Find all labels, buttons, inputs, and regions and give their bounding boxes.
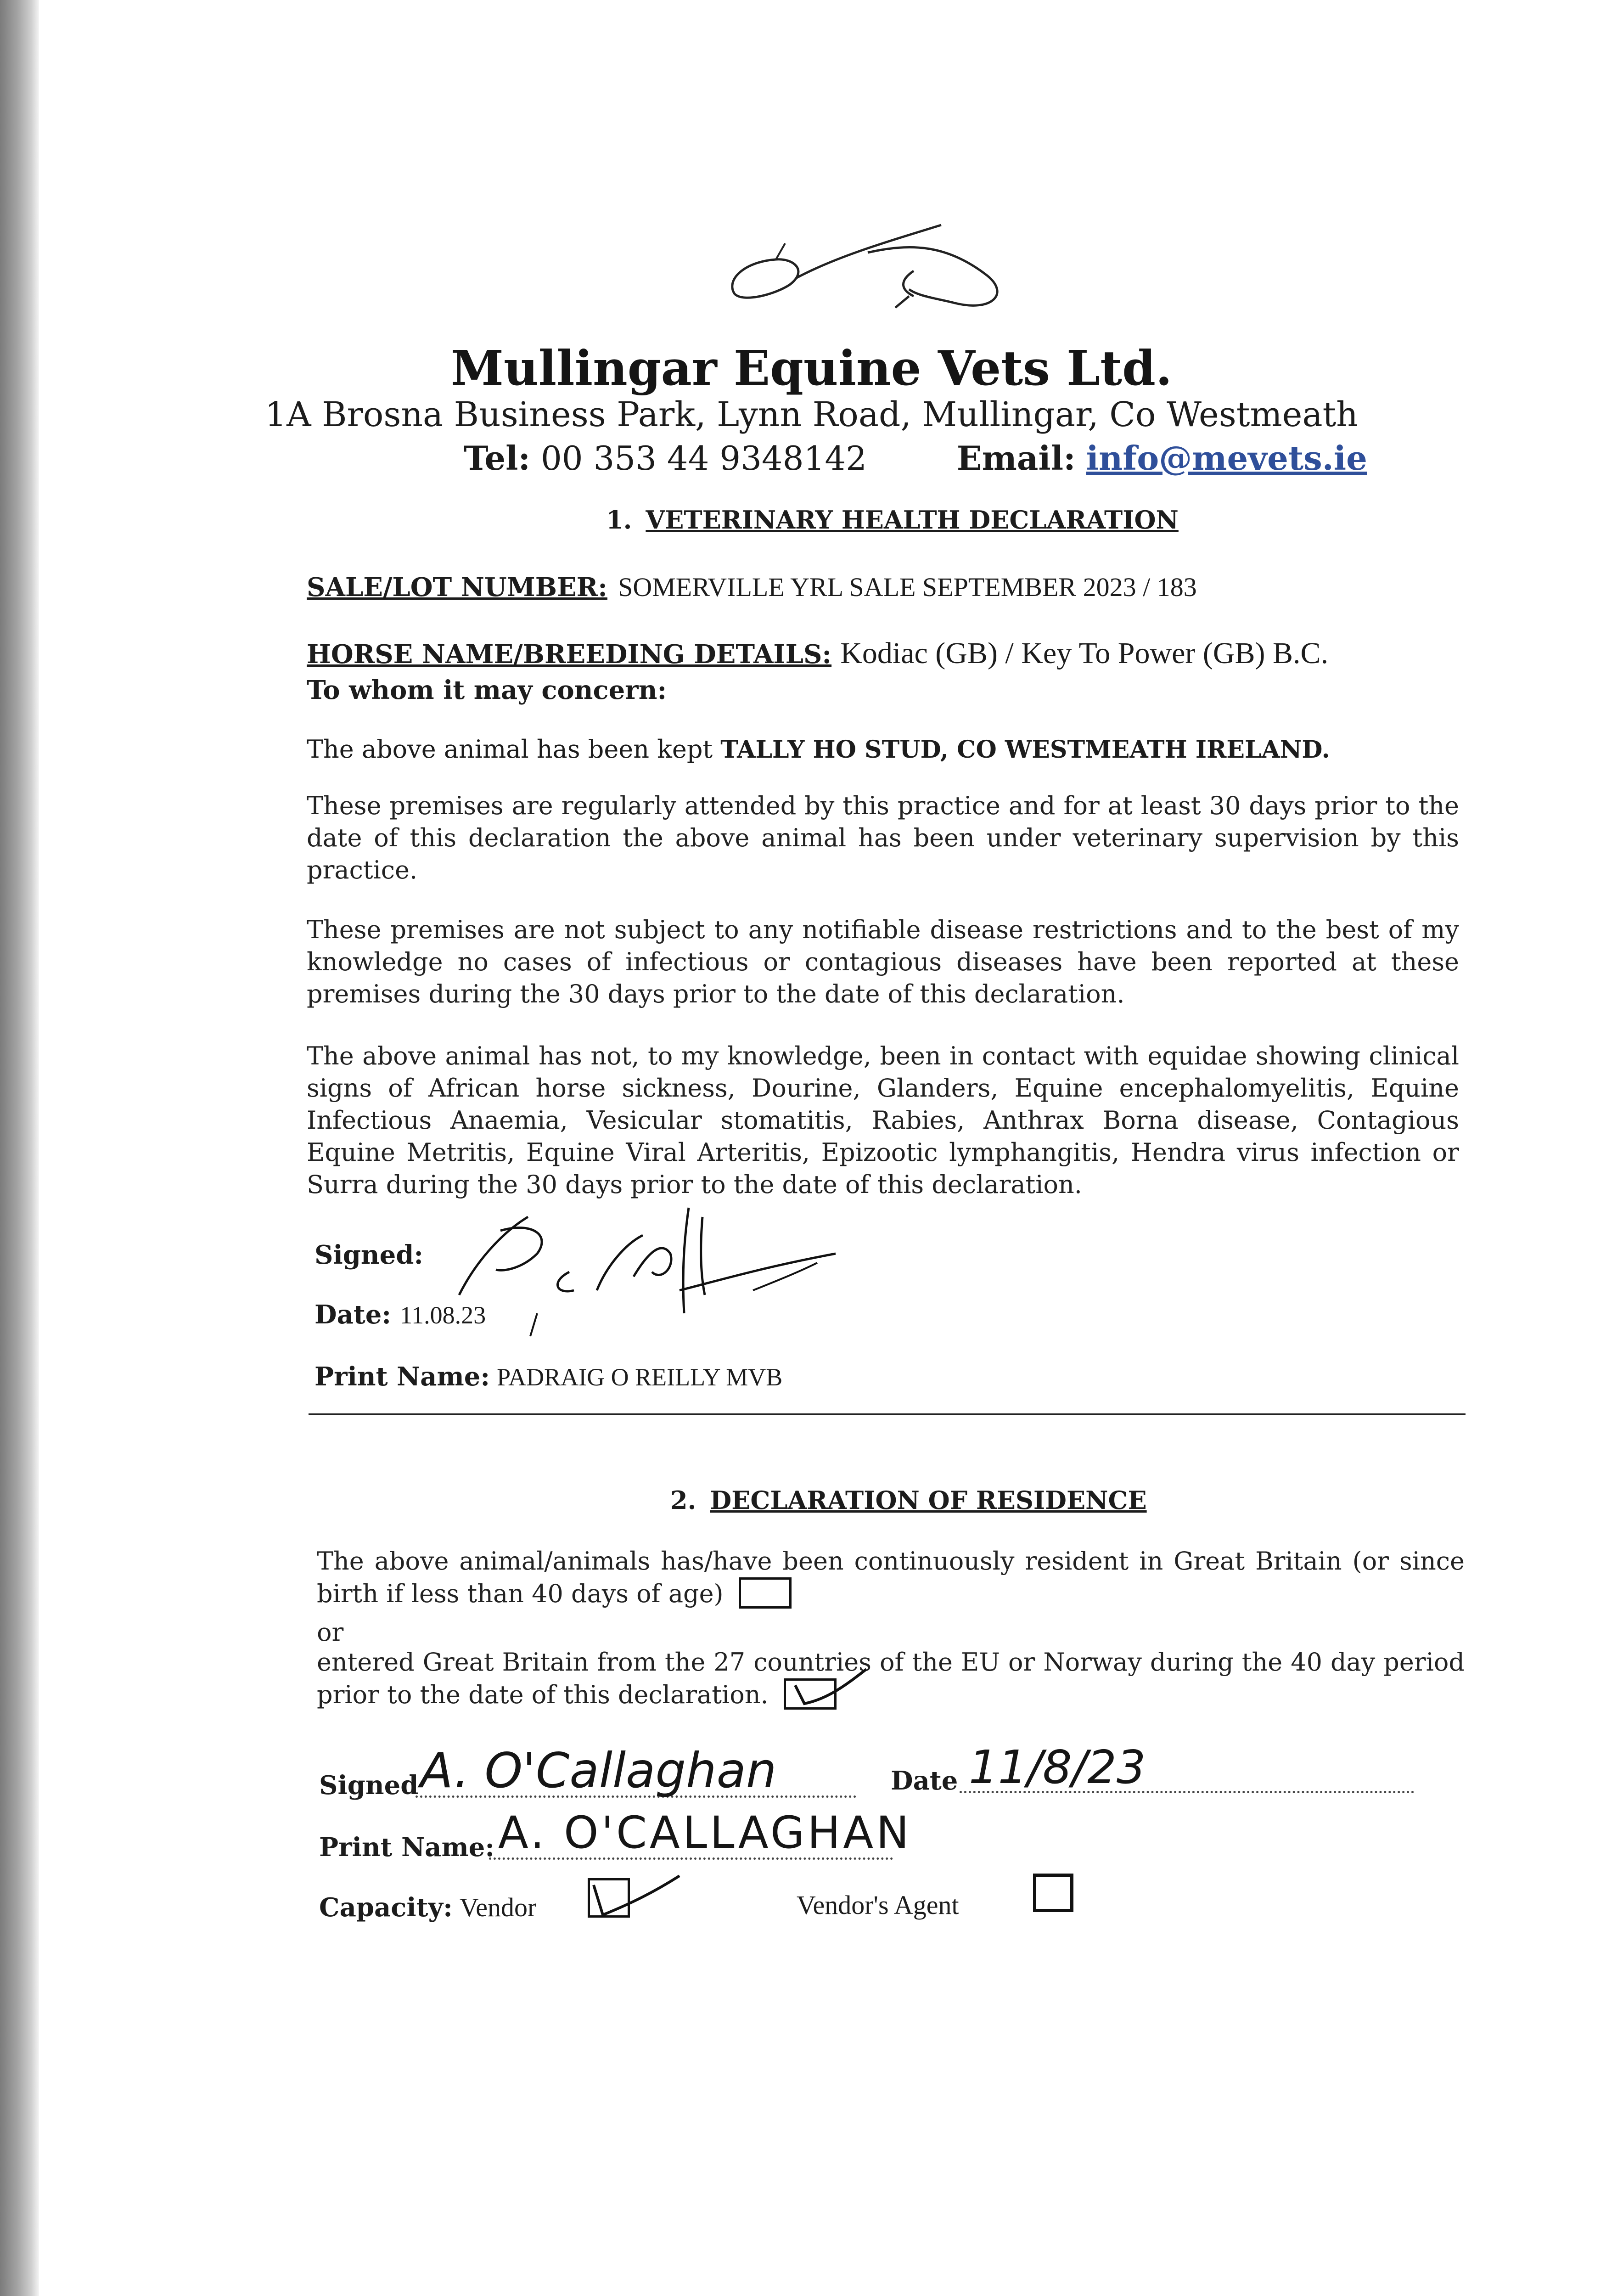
to-whom-label: To whom it may concern: xyxy=(307,675,667,705)
company-name: Mullingar Equine Vets Ltd. xyxy=(450,340,1173,396)
kept-prefix: The above animal has been kept xyxy=(307,735,713,764)
contact-paragraph: The above animal has not, to my knowledge, been in contact with equidae showing clinical signs of African horse sickness, Dourine, Glanders, Equine encephalomyelitis, Equine Infectious Anaemia, Vesicular stomatitis, Rabies, Anthrax Borna disease, Contagious Equine Metritis, Equine Viral Arteritis, Epizootic lymphangitis, Hendra virus infection or Surra during the 30 days prior to the date of this declaration. xyxy=(307,1041,1459,1199)
vendor-print-name-value: A. O'CALLAGHAN xyxy=(498,1807,912,1858)
section2-heading xyxy=(670,1486,1147,1515)
vet-print-name-value: PADRAIG O REILLY MVB xyxy=(497,1363,783,1391)
email-link[interactable]: info@mevets.ie xyxy=(1086,439,1367,478)
section-divider xyxy=(309,1413,1466,1415)
company-address: 1A Brosna Business Park, Lynn Road, Mullingar, Co Westmeath xyxy=(265,395,1358,434)
capacity-row xyxy=(319,1892,536,1923)
email-label: Email: xyxy=(956,439,1076,478)
vendor-signature: A. O'Callaghan xyxy=(420,1743,777,1799)
section1-number: 1. xyxy=(606,505,632,535)
kept-line xyxy=(307,735,1330,764)
or-text: or xyxy=(317,1618,344,1647)
residence-option2 xyxy=(317,1646,1465,1711)
agent-label: Vendor's Agent xyxy=(797,1890,959,1920)
company-contact xyxy=(464,439,1367,478)
vet-print-name-label: Print Name: xyxy=(314,1362,490,1392)
vet-date-value: 11.08.23 xyxy=(400,1301,486,1329)
vendor-checkbox[interactable] xyxy=(588,1878,630,1918)
residence-option1-text: The above animal/animals has/have been continuously resident in Great Britain (or since birth if less than 40 days of age) xyxy=(317,1547,1465,1608)
kept-place: TALLY HO STUD, CO WESTMEATH IRELAND. xyxy=(720,736,1330,764)
horse-row xyxy=(307,636,1328,671)
vet-date-row xyxy=(314,1300,486,1330)
vet-print-name-row xyxy=(314,1362,782,1392)
capacity-label: Capacity: xyxy=(319,1892,453,1923)
residence-option1-checkbox[interactable] xyxy=(739,1577,792,1609)
checkmark-icon xyxy=(791,1667,869,1713)
vet-date-label: Date: xyxy=(314,1300,392,1330)
sale-lot-row xyxy=(307,572,1197,602)
horse-label: HORSE NAME/BREEDING DETAILS: xyxy=(307,639,832,670)
vet-signature xyxy=(432,1203,845,1341)
checkmark-icon xyxy=(590,1871,682,1922)
vendor-date-value: 11/8/23 xyxy=(969,1740,1146,1794)
section1-heading xyxy=(606,505,1179,535)
vendor-signed-label: Signed xyxy=(319,1770,419,1801)
agent-checkbox[interactable] xyxy=(1033,1874,1073,1912)
vendor-print-name-label: Print Name: xyxy=(319,1832,494,1863)
supervision-paragraph: These premises are regularly attended by this practice and for at least 30 days prior to the date of this declaration the above animal has been under veterinary supervision by this practice. xyxy=(307,791,1459,884)
residence-option2-text: entered Great Britain from the 27 countries of the EU or Norway during the 40 day period prior to the date of this declaration. xyxy=(317,1648,1465,1709)
horse-head-logo-icon xyxy=(716,216,1019,326)
vendor-label: Vendor xyxy=(459,1892,537,1922)
vendor-date-label: Date xyxy=(891,1766,958,1796)
restrictions-paragraph: These premises are not subject to any notifiable disease restrictions and to the best of my knowledge no cases of infectious or contagious diseases have been reported at these premises during the 30 days prior to the date of this declaration. xyxy=(307,915,1459,1008)
horse-value: Kodiac (GB) / Key To Power (GB) B.C. xyxy=(840,636,1329,670)
residence-option1 xyxy=(317,1545,1465,1610)
signed-label: Signed: xyxy=(314,1240,424,1270)
tel-value: 00 353 44 9348142 xyxy=(540,439,867,478)
sale-lot-value: SOMERVILLE YRL SALE SEPTEMBER 2023 / 183 xyxy=(618,572,1197,602)
section1-title: VETERINARY HEALTH DECLARATION xyxy=(646,505,1179,535)
section2-number: 2. xyxy=(670,1486,696,1515)
section2-title: DECLARATION OF RESIDENCE xyxy=(710,1486,1147,1515)
tel-label: Tel: xyxy=(464,439,531,478)
residence-option2-checkbox[interactable] xyxy=(784,1678,837,1710)
sale-lot-label: SALE/LOT NUMBER: xyxy=(307,572,607,602)
